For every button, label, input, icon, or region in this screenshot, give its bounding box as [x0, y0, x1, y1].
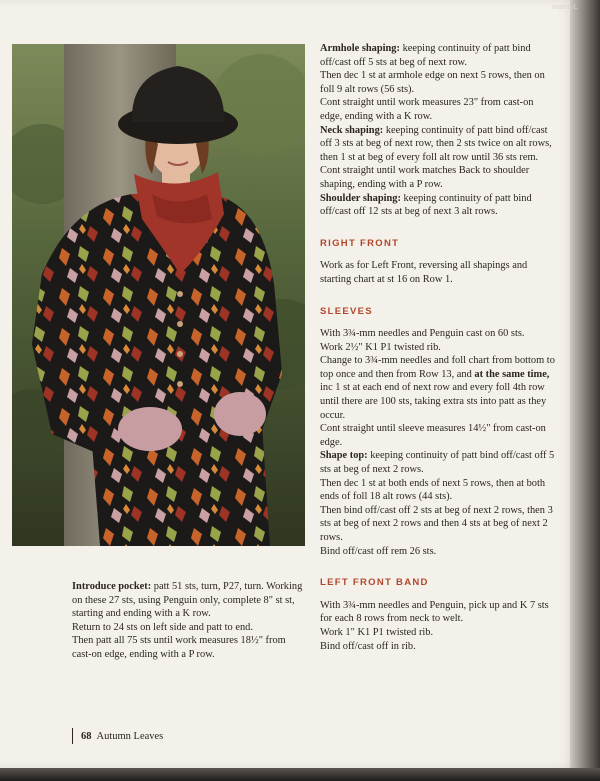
band-line-2: Work 1" K1 P1 twisted rib. [320, 626, 434, 638]
page-number: 68 [81, 730, 92, 742]
band-line-3: Bind off/cast off in rib. [320, 640, 416, 652]
left-front-band-heading: LEFT FRONT BAND [320, 577, 429, 589]
sleeves-line-1: With 3¾-mm needles and Penguin cast on 60 sts. [320, 328, 525, 340]
sleeves-line-2: Work 2½" K1 P1 twisted rib. [320, 341, 441, 353]
sleeves-line-8: Bind off/cast off rem 26 sts. [320, 545, 437, 557]
footer-rule [72, 728, 73, 744]
page-binding-edge [570, 0, 600, 781]
armhole-shaping: Armhole shaping: keeping continuity of patt bind off/cast off 5 sts at beg of next row. [320, 43, 531, 68]
pocket-line-1: Return to 24 sts on left side and patt to end. [72, 621, 253, 633]
right-front-heading: RIGHT FRONT [320, 237, 400, 249]
left-column [72, 580, 304, 662]
sleeves-line-3: Change to 3¾-mm needles and foll chart from bottom to top once and then from Row 13, and at the same time, inc 1 st at each end of next row and every foll 4th row until there are 100 sts, taking extra sts into patt as they occur. [320, 355, 555, 421]
section-title: Autumn Leaves [96, 730, 164, 742]
band-line-1: With 3¾-mm needles and Penguin, pick up and K 7 sts for each 8 rows from neck to welt. [320, 599, 549, 625]
neck-line-1: Cont straight until work matches Back to shoulder shaping, ending with a P row. [320, 165, 530, 190]
sleeves-line-6: Then dec 1 st at both ends of next 5 rows, then at both ends of foll 18 alt rows (44 sts). [320, 477, 546, 503]
model-photo [12, 44, 305, 546]
sleeves-heading: SLEEVES [320, 305, 373, 317]
armhole-line-1: Then dec 1 st at armhole edge on next 5 rows, then on foll 9 alt rows (56 sts). [320, 70, 545, 95]
shoulder-shaping: Shoulder shaping: keeping continuity of patt bind off/cast off 12 sts at beg of next 3 alt rows. [320, 192, 532, 218]
page-footer [72, 728, 163, 744]
neck-shaping: Neck shaping: keeping continuity of patt bind off/cast off 3 sts at beg of next row, then 2 sts twice on alt rows, then 1 st at beg of every foll alt row until 36 sts rem. [320, 124, 552, 163]
pocket-line-2: Then patt all 75 sts until work measures 18½" from cast-on edge, ending with a P row. [72, 635, 286, 660]
shape-top: Shape top: keeping continuity of patt bind off/cast off 5 sts at beg of next 2 rows. [320, 450, 555, 476]
corner-watermark: mama-L [552, 4, 578, 11]
model-photo-illustration [12, 44, 305, 546]
right-front-text: Work as for Left Front, reversing all shapings and starting chart at st 16 on Row 1. [320, 260, 528, 285]
sleeves-line-7: Then bind off/cast off 2 sts at beg of next 2 rows, then 3 sts at beg of next 2 rows and then 4 sts at beg of next 2 rows. [320, 504, 553, 543]
page-bottom-edge [0, 768, 600, 781]
introduce-pocket: Introduce pocket: patt 51 sts, turn, P27, turn. Working on these 27 sts, using Penguin only, complete 8" st st, starting and ending with a K row. [72, 581, 303, 620]
sleeves-line-4: Cont straight until sleeve measures 14½" from cast-on edge. [320, 423, 546, 448]
armhole-line-2: Cont straight until work measures 23" from cast-on edge, ending with a K row. [320, 97, 534, 122]
right-column [320, 42, 556, 653]
